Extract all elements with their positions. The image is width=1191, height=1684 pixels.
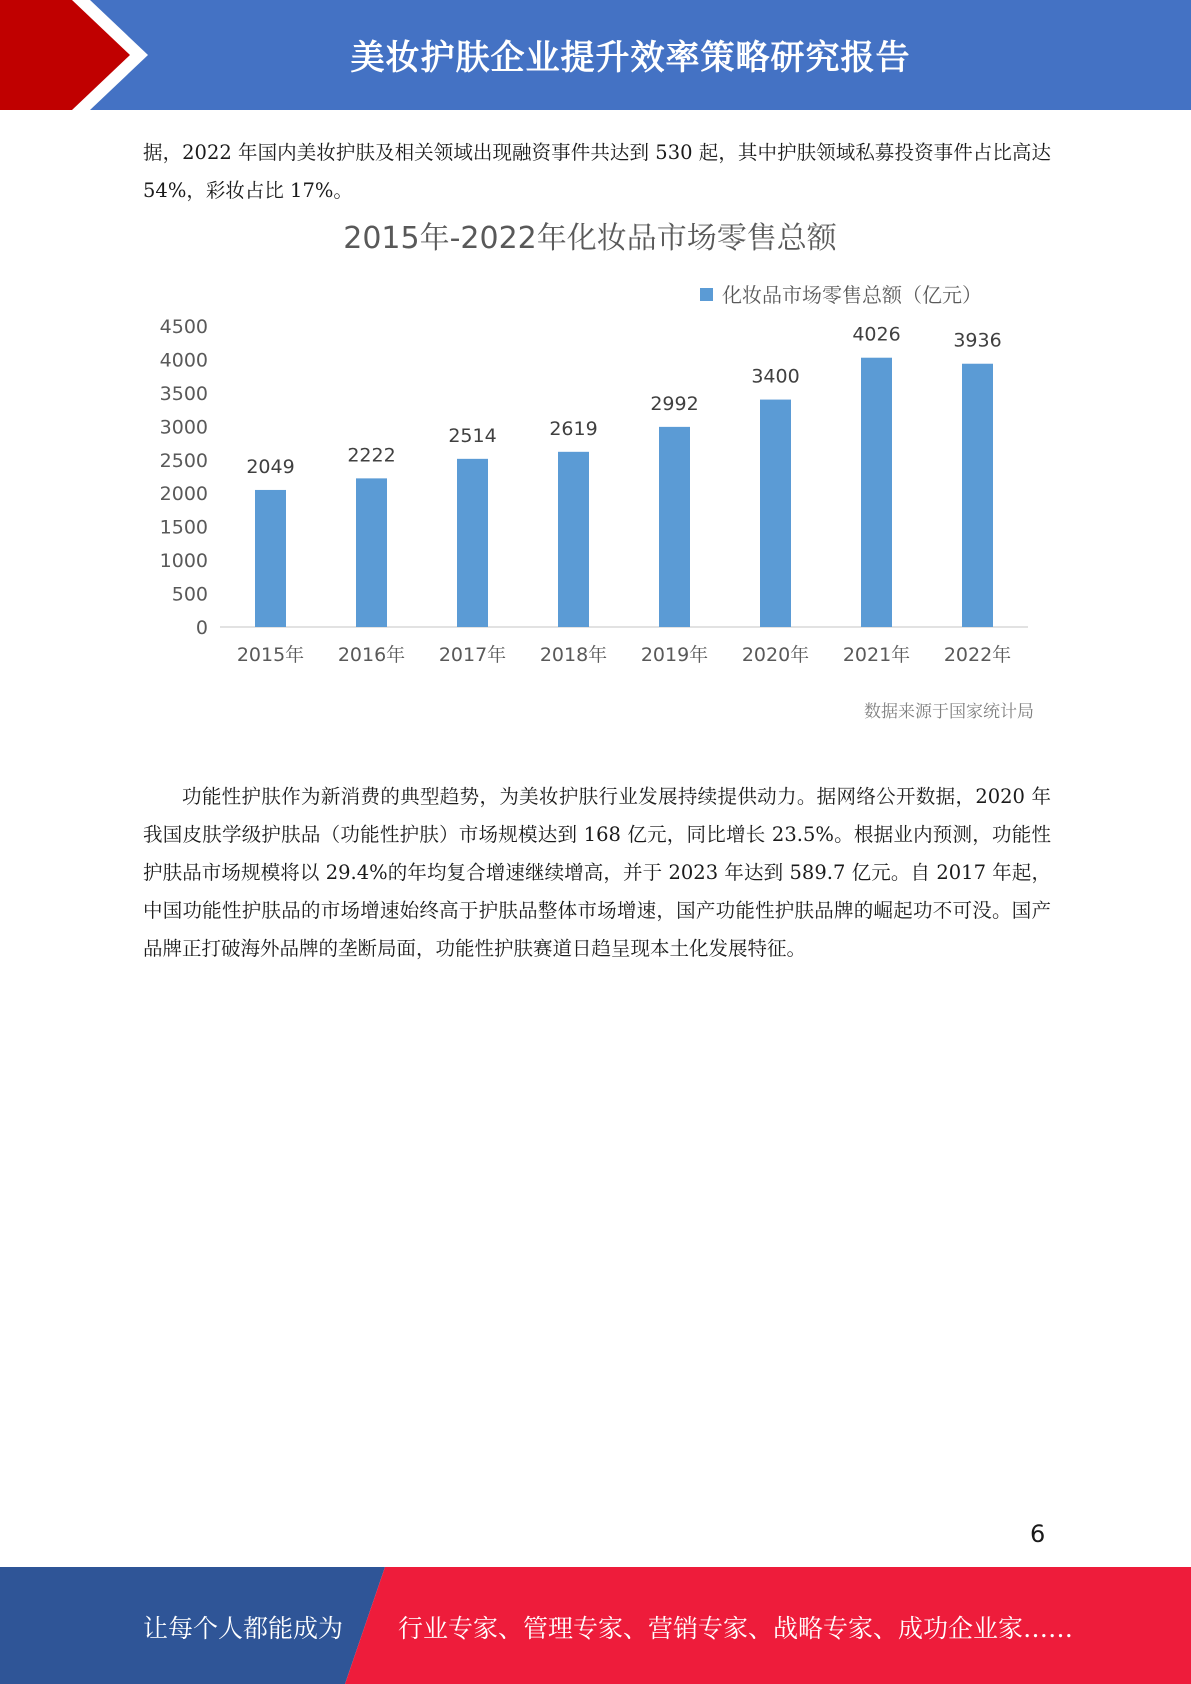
y-tick-label: 2000 <box>159 483 208 506</box>
y-tick-label: 3000 <box>159 416 208 439</box>
x-tick-label: 2016年 <box>337 644 406 666</box>
bar <box>558 452 589 627</box>
legend-swatch <box>700 288 713 301</box>
x-tick-label: 2021年 <box>842 644 911 666</box>
bar-value-label: 4026 <box>852 323 901 346</box>
y-tick-label: 3500 <box>159 382 208 405</box>
x-tick-label: 2020年 <box>741 644 810 666</box>
bar-value-label: 3936 <box>953 329 1002 352</box>
bar-value-label: 2514 <box>448 424 497 447</box>
y-tick-label: 500 <box>171 583 208 606</box>
bars-group <box>246 324 1001 627</box>
y-tick-label: 1000 <box>159 550 208 573</box>
bar <box>659 427 690 627</box>
page-header <box>0 0 1191 110</box>
bar <box>760 400 791 627</box>
y-axis <box>160 316 208 639</box>
y-tick-label: 4000 <box>159 349 208 372</box>
page-number: 6 <box>1030 1520 1046 1548</box>
x-tick-label: 2019年 <box>640 644 709 666</box>
intro-paragraph: 据，2022 年国内美妆护肤及相关领域出现融资事件共达到 530 起，其中护肤领域私募投资事件占比高达 54%，彩妆占比 17%。 <box>143 141 1051 202</box>
bar-value-label: 2222 <box>347 444 396 467</box>
bar-value-label: 2992 <box>650 392 699 415</box>
bar <box>962 364 993 627</box>
bar <box>861 358 892 627</box>
bar <box>255 490 286 627</box>
y-tick-label: 1500 <box>159 516 208 539</box>
x-tick-label: 2017年 <box>438 644 507 666</box>
chart-title: 2015年-2022年化妆品市场零售总额 <box>343 221 837 256</box>
chart-source-note: 数据来源于国家统计局 <box>864 702 1034 722</box>
page-footer <box>0 1567 1191 1684</box>
x-tick-label: 2018年 <box>539 644 608 666</box>
bar-value-label: 2049 <box>246 455 295 478</box>
bar-value-label: 2619 <box>549 417 598 440</box>
bar <box>457 459 488 627</box>
x-axis <box>237 644 1011 666</box>
functional-skincare-paragraph: 功能性护肤作为新消费的典型趋势，为美妆护肤行业发展持续提供动力。据网络公开数据，2020 年我国皮肤学级护肤品（功能性护肤）市场规模达到 168 亿元，同比增长 23.5%。根据业内预测，功能性护肤品市场规模将以 29.4%的年均复合增速继续增高，并于 2023 年达到 589.7 亿元。自 2017 年起，中国功能性护肤品的市场增速始终高于护肤品整体市场增速，国产功能性护肤品牌的崛起功不可没。国产品牌正打破海外品牌的垄断局面，功能性护肤赛道日趋呈现本土化发展特征。 <box>143 785 1051 960</box>
retail-sales-bar-chart <box>150 210 1050 730</box>
footer-slogan-right: 行业专家、管理专家、营销专家、战略专家、成功企业家…… <box>398 1614 1074 1643</box>
legend-label: 化妆品市场零售总额（亿元） <box>722 283 982 307</box>
x-tick-label: 2022年 <box>943 644 1012 666</box>
bar-value-label: 3400 <box>751 365 800 388</box>
y-tick-label: 0 <box>195 617 208 639</box>
footer-slogan-left: 让每个人都能成为 <box>143 1614 344 1643</box>
y-tick-label: 4500 <box>159 316 208 338</box>
report-title: 美妆护肤企业提升效率策略研究报告 <box>350 38 911 78</box>
x-tick-label: 2015年 <box>236 644 305 666</box>
bar <box>356 478 387 627</box>
y-tick-label: 2500 <box>159 449 208 472</box>
